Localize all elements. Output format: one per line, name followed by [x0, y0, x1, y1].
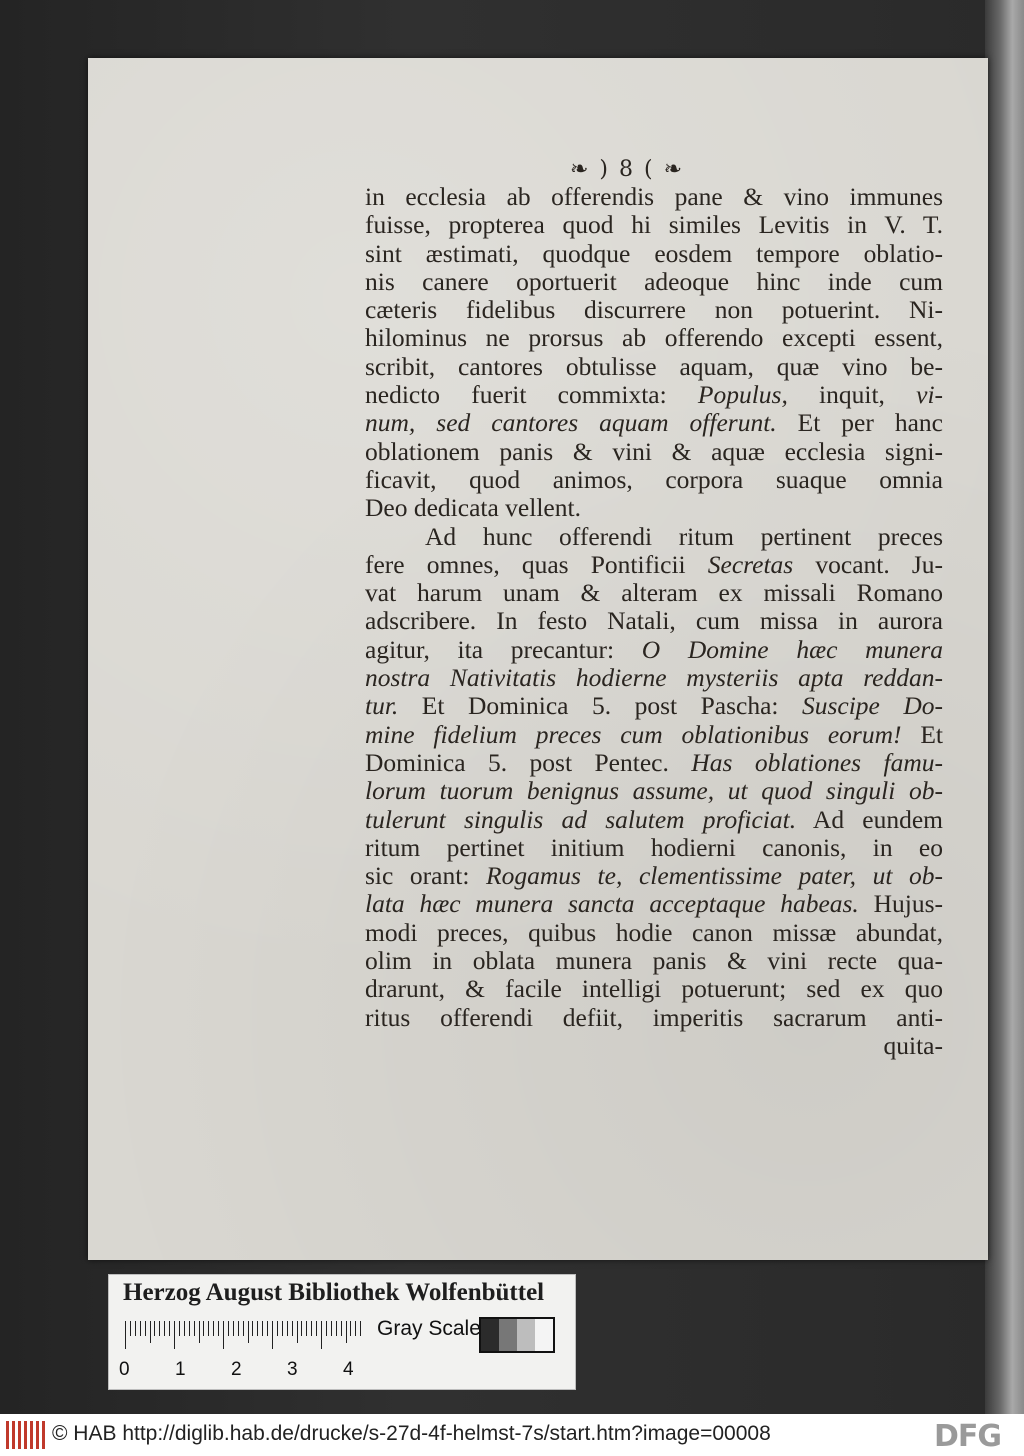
text-line	[365, 523, 943, 551]
roman-span: nedicto fuerit commixta:	[365, 381, 667, 410]
ruler-tick	[350, 1321, 351, 1336]
roman-span: inquit,	[819, 381, 885, 410]
roman-span: olim in oblata munera panis & vini recte qua-	[365, 947, 943, 976]
page-number-header: ❧ ) 8 ( ❧	[570, 157, 685, 182]
ruler-tick	[238, 1321, 239, 1336]
italic-span: vi-	[916, 381, 943, 410]
gray-swatch	[499, 1319, 517, 1351]
library-name: Herzog August Bibliothek Wolfenbüttel	[123, 1279, 545, 1306]
ruler-tick	[159, 1321, 160, 1336]
text-line	[365, 607, 943, 635]
text-line	[365, 692, 943, 720]
ruler-tick	[252, 1321, 253, 1336]
text-line	[365, 721, 943, 749]
text-line	[365, 240, 943, 268]
italic-span: lorum tuorum benignus assume, ut quod singuli ob-	[365, 777, 943, 806]
ruler-tick	[282, 1321, 283, 1336]
ruler-number: 3	[287, 1359, 298, 1380]
italic-span: Rogamus te, clementissime pater, ut ob-	[486, 862, 943, 891]
text-line	[365, 579, 943, 607]
gray-swatch	[535, 1319, 553, 1351]
roman-span: Et Dominica 5. post Pascha:	[421, 692, 779, 721]
text-line	[365, 862, 943, 890]
roman-span: in ecclesia ab offerendis pane & vino immunes	[365, 183, 943, 211]
ruler-tick	[341, 1321, 342, 1336]
ruler-tick	[326, 1321, 327, 1336]
ruler-tick	[213, 1321, 214, 1336]
color-calibration-card	[108, 1274, 576, 1390]
italic-span: O Domine hæc munera	[641, 635, 943, 664]
ruler-number: 2	[231, 1359, 242, 1380]
ruler-tick	[243, 1321, 244, 1336]
ruler-tick	[150, 1321, 151, 1343]
ruler-tick	[321, 1321, 322, 1349]
text-line	[365, 353, 943, 381]
text-line	[365, 749, 943, 777]
roman-span: quita-	[883, 1031, 943, 1060]
roman-span: Hujus-	[873, 890, 943, 919]
roman-span: ritus offerendi defiit, imperitis sacrarum anti-	[365, 1003, 943, 1032]
roman-span: hilominus ne prorsus ab offerendo excepti essent,	[365, 324, 943, 353]
text-line	[365, 268, 943, 296]
text-line	[365, 834, 943, 862]
italic-span: num, sed cantores aquam offerunt.	[365, 409, 777, 438]
ruler-tick	[135, 1321, 136, 1336]
dfg-logo: DFG	[934, 1419, 1002, 1454]
gray-scale-swatches	[479, 1317, 555, 1353]
text-line	[365, 947, 943, 975]
italic-span: tulerunt singulis ad salutem proficiat.	[365, 805, 797, 834]
roman-span: Et per hanc	[797, 409, 943, 438]
hab-barcode-icon	[6, 1421, 46, 1449]
ruler-tick	[257, 1321, 258, 1336]
ruler-tick	[194, 1321, 195, 1336]
ruler-tick	[164, 1321, 165, 1336]
roman-span: modi preces, quibus hodie canon missæ abundat,	[365, 918, 943, 947]
ruler-tick	[189, 1321, 190, 1336]
ruler-numbers	[119, 1359, 379, 1383]
ruler-number: 1	[175, 1359, 186, 1380]
ruler-tick	[233, 1321, 234, 1336]
adjacent-page-edge	[985, 0, 1024, 1414]
ruler-scale	[125, 1321, 363, 1349]
text-line	[365, 183, 943, 211]
gray-swatch	[481, 1319, 499, 1351]
ruler-tick	[154, 1321, 155, 1336]
ruler-tick	[360, 1321, 361, 1336]
text-line	[365, 211, 943, 239]
roman-span: vocant. Ju-	[815, 550, 943, 579]
italic-span: tur.	[365, 692, 399, 721]
ruler-tick	[228, 1321, 229, 1336]
roman-span: cæteris fidelibus discurrere non potuerint. Ni-	[365, 296, 943, 325]
text-line	[365, 381, 943, 409]
viewer-footer	[0, 1414, 1024, 1456]
roman-span: sic orant:	[365, 862, 470, 891]
text-line	[365, 919, 943, 947]
roman-span: nis canere oportuerit adeoque hinc inde cum	[365, 267, 943, 296]
ruler-tick	[179, 1321, 180, 1336]
text-line	[365, 806, 943, 834]
roman-span: fuisse, propterea quod hi similes Levitis in V. T.	[365, 211, 943, 240]
roman-span: oblationem panis & vini & aquæ ecclesia signi-	[365, 437, 943, 466]
ruler-tick	[130, 1321, 131, 1336]
ruler-tick	[311, 1321, 312, 1336]
ruler-tick	[331, 1321, 332, 1336]
text-line	[365, 636, 943, 664]
italic-span: lata hæc munera sancta acceptaque habeas.	[365, 890, 859, 919]
ruler-tick	[169, 1321, 170, 1336]
ruler-tick	[292, 1321, 293, 1336]
text-line	[365, 466, 943, 494]
roman-span: Dominica 5. post Pentec.	[365, 748, 669, 777]
gray-scale-label: Gray Scale	[377, 1317, 481, 1340]
italic-span: Secretas	[707, 550, 794, 579]
text-line	[365, 494, 943, 522]
roman-span: ritum pertinet initium hodierni canonis, in eo	[365, 833, 943, 862]
roman-span: Ad eundem	[812, 805, 943, 834]
ruler-tick	[297, 1321, 298, 1343]
roman-span: Deo dedicata vellent.	[365, 494, 581, 523]
ruler-tick	[277, 1321, 278, 1336]
text-line	[365, 975, 943, 1003]
ruler-tick	[184, 1321, 185, 1336]
ruler-number: 4	[343, 1359, 354, 1380]
text-line	[365, 551, 943, 579]
italic-span: mine fidelium preces cum oblationibus eorum!	[365, 720, 902, 749]
ruler-tick	[316, 1321, 317, 1336]
text-line	[365, 324, 943, 352]
ruler-tick	[125, 1321, 126, 1349]
italic-span: Populus,	[697, 381, 788, 410]
ruler-tick	[336, 1321, 337, 1336]
ruler-tick	[262, 1321, 263, 1336]
text-line	[365, 890, 943, 918]
ruler-tick	[267, 1321, 268, 1336]
roman-span: sint æstimati, quodque eosdem tempore oblatio-	[365, 239, 943, 268]
ruler-tick	[223, 1321, 224, 1349]
page-text	[365, 183, 943, 1060]
ruler-tick	[174, 1321, 175, 1349]
roman-span: adscribere. In festo Natali, cum missa in aurora	[365, 607, 943, 636]
ruler-tick	[199, 1321, 200, 1343]
text-line	[365, 777, 943, 805]
roman-span: fere omnes, quas Pontificii	[365, 550, 686, 579]
roman-span: Et	[920, 720, 943, 749]
ruler-tick	[306, 1321, 307, 1336]
roman-span: vat harum unam & alteram ex missali Romano	[365, 579, 943, 608]
text-line	[365, 1004, 943, 1032]
ruler-number: 0	[119, 1359, 130, 1380]
ruler-tick	[272, 1321, 273, 1349]
ruler-tick	[218, 1321, 219, 1336]
text-line	[365, 438, 943, 466]
ruler-tick	[287, 1321, 288, 1336]
ruler-tick	[346, 1321, 347, 1343]
text-line	[365, 664, 943, 692]
gray-swatch	[517, 1319, 535, 1351]
roman-span: drarunt, & facile intelligi potuerunt; sed ex quo	[365, 975, 943, 1004]
copyright-url[interactable]: © HAB http://diglib.hab.de/drucke/s-27d-4f-helmst-7s/start.htm?image=00008	[52, 1422, 771, 1445]
ruler-tick	[140, 1321, 141, 1336]
roman-span: agitur, ita precantur:	[365, 635, 615, 664]
italic-span: nostra Nativitatis hodierne mysteriis apta reddan-	[365, 664, 943, 693]
text-line	[365, 1032, 943, 1060]
roman-span: Ad hunc offerendi ritum pertinent preces	[425, 522, 943, 551]
ruler-tick	[355, 1321, 356, 1336]
text-line	[365, 409, 943, 437]
text-line	[365, 296, 943, 324]
italic-span: Has oblationes famu-	[691, 748, 943, 777]
ruler-tick	[203, 1321, 204, 1336]
roman-span: ficavit, quod animos, corpora suaque omnia	[365, 465, 943, 494]
ruler-tick	[145, 1321, 146, 1336]
ruler-tick	[208, 1321, 209, 1336]
ruler-tick	[248, 1321, 249, 1343]
roman-span: scribit, cantores obtulisse aquam, quæ vino be-	[365, 352, 943, 381]
ruler-tick	[301, 1321, 302, 1336]
italic-span: Suscipe Do-	[801, 692, 943, 721]
